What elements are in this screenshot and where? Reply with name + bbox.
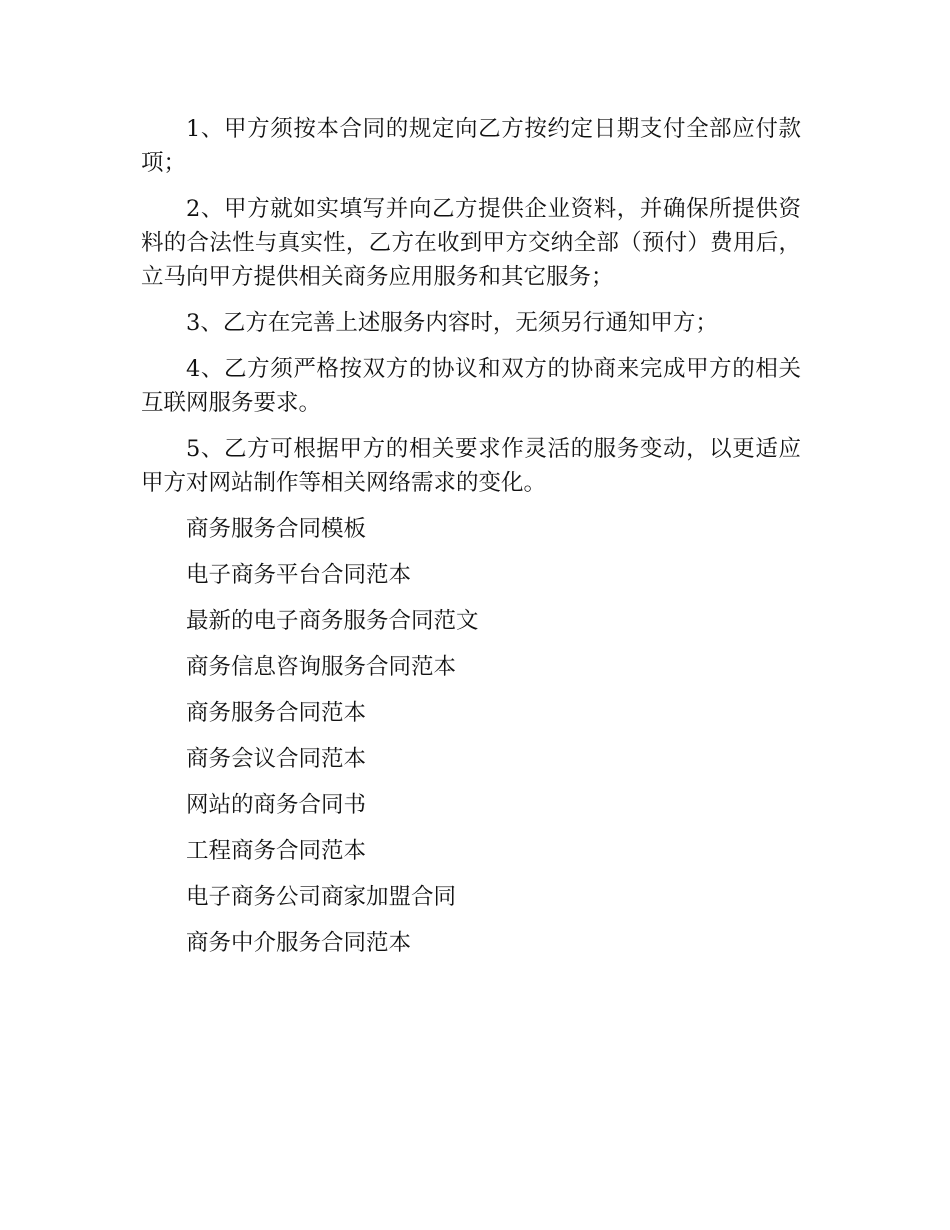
related-title-item: 商务中介服务合同范本 bbox=[186, 930, 412, 956]
related-title-item: 电子商务平台合同范本 bbox=[186, 562, 412, 588]
related-title-item: 工程商务合同范本 bbox=[186, 838, 367, 864]
related-title-item: 商务会议合同范本 bbox=[186, 746, 367, 772]
related-title-item: 电子商务公司商家加盟合同 bbox=[186, 884, 457, 910]
related-title-item: 商务信息咨询服务合同范本 bbox=[186, 654, 457, 680]
related-title-item: 商务服务合同范本 bbox=[186, 700, 367, 726]
related-title-item: 网站的商务合同书 bbox=[186, 792, 367, 818]
clause-paragraph-4: 4、乙方须严格按双方的协议和双方的协商来完成甲方的相关互联网服务要求。 bbox=[141, 356, 801, 416]
clause-paragraph-5: 5、乙方可根据甲方的相关要求作灵活的服务变动，以更适应甲方对网站制作等相关网络需求的变化。 bbox=[141, 436, 801, 496]
related-title-item: 商务服务合同模板 bbox=[186, 516, 367, 542]
clause-paragraph-2: 2、甲方就如实填写并向乙方提供企业资料，并确保所提供资料的合法性与真实性，乙方在收到甲方交纳全部（预付）费用后，立马向甲方提供相关商务应用服务和其它服务； bbox=[141, 196, 801, 290]
clause-paragraph-3: 3、乙方在完善上述服务内容时，无须另行通知甲方； bbox=[186, 310, 718, 336]
related-titles-list bbox=[141, 512, 801, 960]
related-title-item: 最新的电子商务服务合同范文 bbox=[186, 608, 479, 634]
document-body bbox=[141, 112, 801, 972]
clause-paragraph-1: 1、甲方须按本合同的规定向乙方按约定日期支付全部应付款项； bbox=[141, 116, 801, 176]
